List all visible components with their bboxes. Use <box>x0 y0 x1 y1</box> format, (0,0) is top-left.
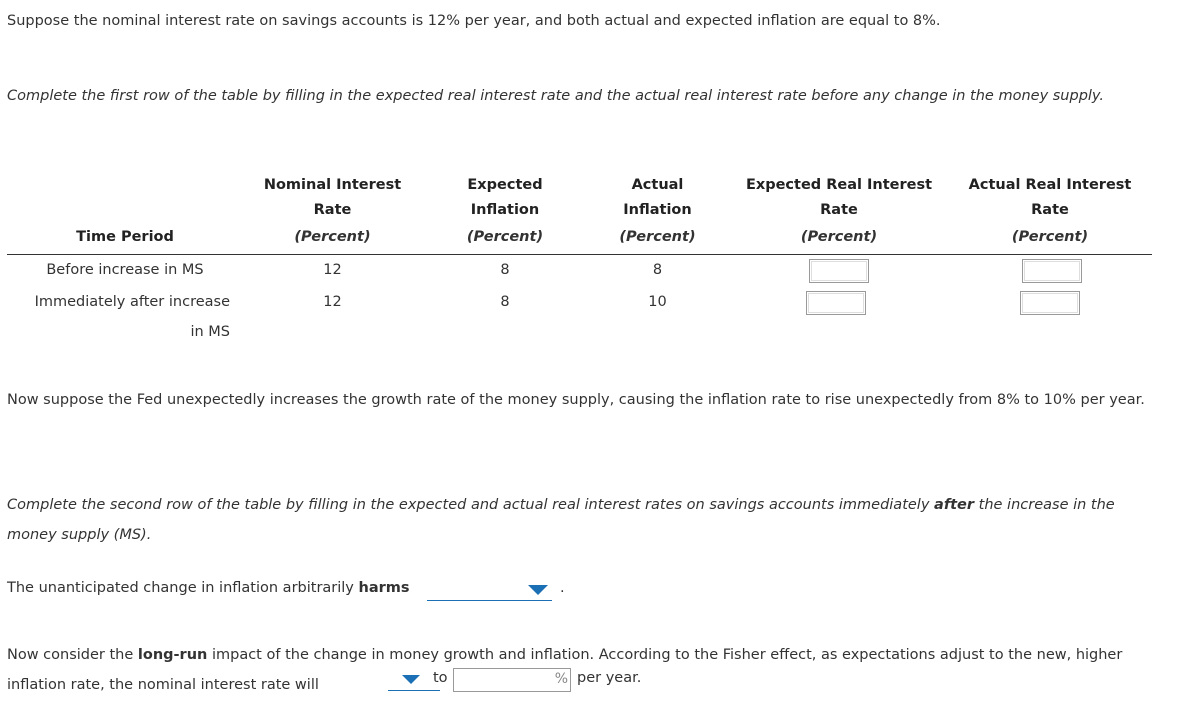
header-expected-inflation-line2: Inflation <box>470 202 540 218</box>
instruction-first-row: Complete the first row of the table by filling in the expected real interest rate and the actual real interest rate before any change in the money supply. <box>7 88 1105 104</box>
row2-nominal: 12 <box>323 294 342 310</box>
per-year-label: per year. <box>577 670 642 686</box>
instruction2-bold: after <box>934 497 975 513</box>
header-actual-real-line2: Rate <box>1031 202 1069 218</box>
harms-dropdown[interactable] <box>427 600 552 601</box>
header-expected-real-line2: Rate <box>820 202 858 218</box>
row1-period: Before increase in MS <box>46 262 204 278</box>
row1-actual-inflation: 8 <box>652 262 663 278</box>
header-expected-real-unit: (Percent) <box>800 229 878 245</box>
longrun-bold: long-run <box>137 647 208 663</box>
row1-expected-real-input[interactable] <box>809 259 869 283</box>
header-expected-real-line1: Expected Real Interest <box>745 177 933 193</box>
header-time-period: Time Period <box>76 229 174 245</box>
header-actual-real-unit: (Percent) <box>1011 229 1089 245</box>
row2-period-line2: in MS <box>190 324 230 340</box>
header-nominal-line1: Nominal Interest <box>263 177 402 193</box>
header-actual-inflation-line2: Inflation <box>623 202 692 218</box>
row2-expected-inflation: 8 <box>500 294 510 310</box>
harms-text: The unanticipated change in inflation arbitrarily <box>7 580 359 596</box>
longrun-text-after: impact of the change in money growth and inflation. According to the Fisher effect, as expectations adjust to the new, higher inflation rate, the nominal interest rate will <box>7 647 1123 693</box>
nominal-direction-arrow-icon[interactable] <box>402 675 420 684</box>
harms-sentence <box>7 580 410 596</box>
row1-actual-real-input[interactable] <box>1022 259 1082 283</box>
longrun-text-before: Now consider the <box>7 647 138 663</box>
header-expected-inflation-unit: (Percent) <box>466 229 544 245</box>
to-label: to <box>433 670 448 686</box>
header-nominal-line2: Rate <box>313 202 352 218</box>
harms-dropdown-arrow-icon[interactable] <box>528 585 548 595</box>
header-actual-inflation-line1: Actual <box>631 177 684 193</box>
header-expected-inflation-line1: Expected <box>467 177 543 193</box>
row2-period-line1: Immediately after increase <box>34 294 230 310</box>
instruction2-text-before: Complete the second row of the table by filling in the expected and actual real interest rates on savings accounts immediately <box>7 497 935 513</box>
harms-bold: harms <box>358 580 410 596</box>
header-actual-real-line1: Actual Real Interest <box>968 177 1132 193</box>
header-actual-inflation-unit: (Percent) <box>619 229 696 245</box>
row1-nominal: 12 <box>323 262 342 278</box>
row2-expected-real-input[interactable] <box>806 291 866 315</box>
header-divider <box>7 254 1152 255</box>
instruction-second-row <box>7 490 1167 550</box>
row1-expected-inflation: 8 <box>500 262 510 278</box>
row2-actual-inflation: 10 <box>648 294 667 310</box>
instruction2-text-after: the increase in the money supply (MS). <box>7 497 1115 543</box>
intro-text: Suppose the nominal interest rate on savings accounts is 12% per year, and both actual and expected inflation are equal to 8%. <box>7 13 941 29</box>
nominal-direction-dropdown[interactable] <box>388 690 440 691</box>
header-nominal-unit: (Percent) <box>294 229 371 245</box>
row2-actual-real-input[interactable] <box>1020 291 1080 315</box>
nominal-rate-input[interactable] <box>453 668 571 692</box>
harms-period: . <box>560 580 565 596</box>
fed-scenario-text: Now suppose the Fed unexpectedly increases the growth rate of the money supply, causing the inflation rate to rise unexpectedly from 8% to 10% per year. <box>7 392 1145 408</box>
percent-sign: % <box>554 671 568 687</box>
